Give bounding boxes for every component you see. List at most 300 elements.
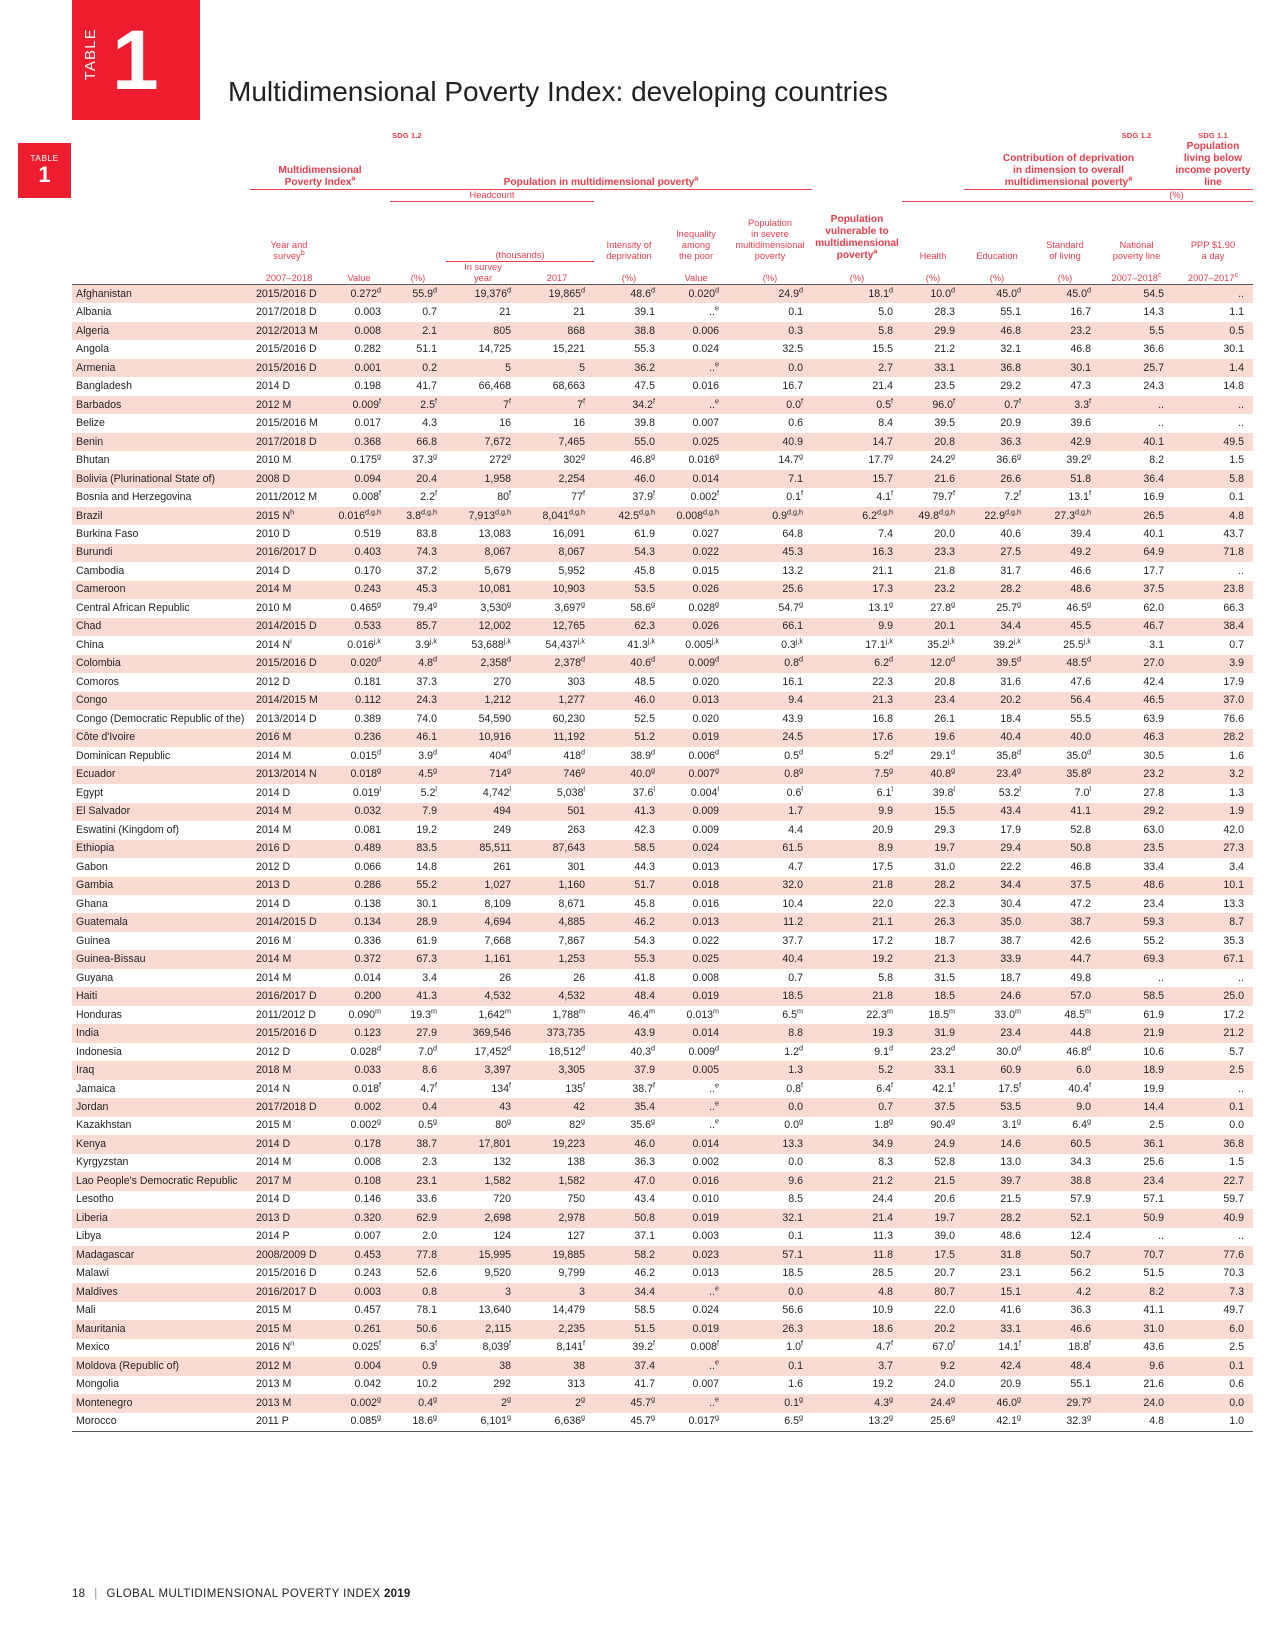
cell-year: 2016 $N^n$ bbox=[256, 1338, 295, 1354]
cell-sol: 6.4$^g$ bbox=[1072, 1116, 1091, 1132]
cell-nat: 25.7 bbox=[1100, 359, 1173, 377]
cell-severe: 0.0$^f$ bbox=[728, 396, 812, 414]
cell-health: 28.2 bbox=[902, 877, 964, 895]
cell-vuln: 17.1$^{j,k}$ bbox=[865, 636, 893, 651]
cell-ppp: 2.5 bbox=[1229, 1341, 1244, 1354]
cell-y2017: 301 bbox=[567, 860, 585, 873]
cell-year: 2015/2016 D bbox=[250, 359, 328, 377]
cell-year: 2014 P bbox=[256, 1230, 290, 1243]
cell-intensity: 58.6$^g$ bbox=[630, 599, 655, 614]
cell-value: 0.272$^d$ bbox=[328, 285, 390, 304]
cell-value: 0.519 bbox=[354, 527, 381, 540]
cell-ppp: 1.1 bbox=[1229, 306, 1244, 319]
cell-pct: 2.2$^f$ bbox=[420, 488, 437, 504]
cell-edu: 35.8$^d$ bbox=[996, 747, 1021, 762]
col-severe: Population in severe multidimensional poverty bbox=[735, 217, 805, 261]
cell-thou: 714$^g$ bbox=[446, 766, 520, 784]
cell-health: 18.5$^m$ bbox=[928, 1006, 955, 1021]
subhead-contribution-rule bbox=[902, 190, 1100, 202]
cell-y2017: 7,867 bbox=[558, 934, 585, 947]
unit-severe-pct: (%) bbox=[728, 262, 812, 285]
cell-sol: 55.1 bbox=[1070, 1378, 1091, 1391]
cell-pct: 24.3 bbox=[390, 692, 446, 710]
cell-year: 2012 D bbox=[256, 1045, 291, 1058]
cell-intensity: 50.8 bbox=[594, 1209, 664, 1227]
cell-nat: 46.7 bbox=[1100, 618, 1173, 636]
cell-sol: 7.0$^l$ bbox=[1074, 784, 1091, 799]
cell-ineq: 0.018 bbox=[664, 877, 728, 895]
cell-ineq: 0.003 bbox=[692, 1230, 719, 1243]
cell-y2017: 1,788$^m$ bbox=[552, 1006, 585, 1021]
cell-edu: 28.2 bbox=[964, 1209, 1030, 1227]
cell-sol: 42.6 bbox=[1070, 934, 1091, 947]
table-row bbox=[72, 285, 1253, 304]
cell-severe: 9.4 bbox=[728, 692, 812, 710]
cell-ppp: 0.7 bbox=[1229, 638, 1244, 651]
cell-severe: 7.1 bbox=[728, 470, 812, 488]
cell-ineq: 0.022 bbox=[664, 544, 728, 562]
cell-country: Eswatini (Kingdom of) bbox=[76, 823, 180, 836]
cell-edu: 40.4 bbox=[964, 729, 1030, 747]
cell-ppp: 1.4 bbox=[1173, 359, 1253, 377]
cell-ppp: 77.6 bbox=[1173, 1246, 1253, 1264]
cell-vuln: 6.1$^l$ bbox=[876, 784, 893, 799]
cell-vuln: 4.3$^g$ bbox=[812, 1394, 902, 1412]
cell-severe: 0.7 bbox=[788, 971, 803, 984]
cell-sol: 40.0 bbox=[1030, 729, 1100, 747]
cell-sol: 46.8$^d$ bbox=[1066, 1043, 1091, 1058]
cell-y2017: 12,765 bbox=[520, 618, 594, 636]
cell-pct: 2.5$^f$ bbox=[390, 396, 446, 414]
cell-severe: 54.7$^g$ bbox=[778, 599, 803, 614]
cell-thou: 7,668 bbox=[484, 934, 511, 947]
cell-nat: 23.2 bbox=[1100, 766, 1173, 784]
cell-nat: 36.1 bbox=[1100, 1135, 1173, 1153]
footer-title: GLOBAL MULTIDIMENSIONAL POVERTY INDEX bbox=[106, 1588, 381, 1600]
cell-severe: 1.7 bbox=[728, 803, 812, 821]
cell-sol: 52.1 bbox=[1030, 1209, 1100, 1227]
cell-edu: 27.5 bbox=[964, 544, 1030, 562]
sdg-tag-headcount: SDG 1.2 bbox=[392, 131, 422, 140]
cell-country: Bhutan bbox=[76, 454, 110, 467]
cell-sol: 38.7 bbox=[1030, 913, 1100, 931]
cell-severe: 25.6 bbox=[728, 581, 812, 599]
table-row bbox=[72, 507, 1253, 525]
cell-value: 0.008 bbox=[354, 1156, 381, 1169]
cell-health: 21.5 bbox=[902, 1172, 964, 1190]
cell-severe: 0.1$^g$ bbox=[728, 1394, 812, 1412]
cell-year: 2012 M bbox=[250, 396, 328, 414]
cell-intensity: 48.4 bbox=[594, 987, 664, 1005]
cell-intensity: 58.5 bbox=[594, 840, 664, 858]
cell-severe: 0.0 bbox=[728, 1098, 812, 1116]
cell-thou: 14,725 bbox=[478, 343, 511, 356]
cell-ineq: 0.027 bbox=[692, 527, 719, 540]
cell-country: Jamaica bbox=[76, 1082, 116, 1095]
cell-pct: 2.3 bbox=[422, 1156, 437, 1169]
cell-country: Côte d'Ivoire bbox=[72, 729, 250, 747]
cell-severe: 4.4 bbox=[788, 823, 803, 836]
table-row bbox=[72, 821, 1253, 839]
cell-intensity: 39.1 bbox=[634, 306, 655, 319]
cell-edu: 45.0$^d$ bbox=[964, 285, 1030, 304]
cell-pct: 10.2 bbox=[416, 1378, 437, 1391]
col-inequality: Inequality among the poor bbox=[676, 228, 716, 261]
cell-ineq: ..$^e$ bbox=[664, 1394, 728, 1412]
cell-pct: 7.0$^d$ bbox=[418, 1043, 437, 1058]
cell-severe: 18.5 bbox=[782, 1267, 803, 1280]
cell-pct: 85.7 bbox=[390, 618, 446, 636]
cell-sol: 50.8 bbox=[1030, 840, 1100, 858]
cell-vuln: 21.1 bbox=[812, 913, 902, 931]
cell-health: 29.1$^d$ bbox=[930, 747, 955, 762]
cell-y2017: 9,799 bbox=[558, 1267, 585, 1280]
cell-vuln: 17.7$^g$ bbox=[868, 451, 893, 467]
cell-year: 2016/2017 D bbox=[250, 544, 328, 562]
cell-nat: 24.0 bbox=[1100, 1394, 1173, 1412]
cell-y2017: 1,160 bbox=[520, 877, 594, 895]
cell-sol: 47.2 bbox=[1070, 897, 1091, 910]
cell-nat: 43.6 bbox=[1143, 1341, 1164, 1354]
cell-health: 49.8$^{d,g,h}$ bbox=[902, 507, 964, 525]
cell-edu: 23.1 bbox=[1000, 1267, 1021, 1280]
cell-vuln: 7.5$^g$ bbox=[812, 766, 902, 784]
cell-thou: 404$^d$ bbox=[489, 747, 511, 762]
cell-edu: 46.0$^g$ bbox=[964, 1394, 1030, 1412]
cell-pct: 6.3$^f$ bbox=[420, 1338, 437, 1354]
cell-nat: 17.7 bbox=[1143, 564, 1164, 577]
cell-intensity: 55.0 bbox=[594, 433, 664, 451]
cell-value: 0.123 bbox=[328, 1024, 390, 1042]
cell-thou: 8,039$^f$ bbox=[482, 1338, 511, 1354]
cell-health: 39.5 bbox=[934, 417, 955, 430]
cell-ineq: 0.013$^m$ bbox=[686, 1006, 719, 1021]
cell-ineq: 0.017$^g$ bbox=[664, 1413, 728, 1432]
table-row bbox=[72, 858, 1253, 876]
cell-ppp: 14.8 bbox=[1223, 380, 1244, 393]
col-vulnerable: Population vulnerable to multidimensional poverty$^a$ bbox=[815, 213, 899, 261]
cell-y2017: 2$^g$ bbox=[520, 1394, 594, 1412]
cell-thou: 21 bbox=[499, 306, 511, 319]
head-row-labels bbox=[72, 202, 1253, 262]
cell-year: 2013 M bbox=[256, 1378, 292, 1391]
cell-sol: 32.3$^g$ bbox=[1030, 1413, 1100, 1432]
cell-pct: 2.0 bbox=[422, 1230, 437, 1243]
table-row bbox=[72, 655, 1253, 673]
cell-thou: 1,642$^m$ bbox=[478, 1006, 511, 1021]
cell-thou: 54,590 bbox=[478, 712, 511, 725]
unit-education-pct: (%) bbox=[964, 262, 1030, 285]
cell-vuln: 17.6 bbox=[812, 729, 902, 747]
cell-country: Montenegro bbox=[72, 1394, 250, 1412]
cell-thou: 8,067 bbox=[446, 544, 520, 562]
cell-nat: 54.5 bbox=[1100, 285, 1173, 304]
table-head bbox=[72, 130, 1253, 285]
table-row bbox=[72, 599, 1253, 617]
cell-year: 2010 D bbox=[256, 527, 291, 540]
cell-year: 2014/2015 D bbox=[250, 913, 328, 931]
cell-vuln: 5.2$^d$ bbox=[874, 747, 893, 762]
cell-sol: 47.3 bbox=[1070, 380, 1091, 393]
cell-intensity: 36.2 bbox=[594, 359, 664, 377]
cell-thou: 2,698 bbox=[446, 1209, 520, 1227]
cell-thou: 2,115 bbox=[446, 1320, 520, 1338]
cell-intensity: 34.2$^f$ bbox=[594, 396, 664, 414]
cell-severe: 16.7 bbox=[782, 380, 803, 393]
cell-vuln: 21.1 bbox=[872, 564, 893, 577]
table-row bbox=[72, 1376, 1253, 1394]
cell-ppp: .. bbox=[1238, 417, 1244, 430]
unit-ppp-range: 2007–2017$^c$ bbox=[1173, 262, 1253, 285]
cell-ppp: .. bbox=[1238, 1082, 1244, 1095]
cell-ineq: ..$^e$ bbox=[709, 1079, 719, 1095]
cell-vuln: 15.5 bbox=[872, 343, 893, 356]
cell-thou: 1,958 bbox=[446, 470, 520, 488]
table-row bbox=[72, 544, 1253, 562]
cell-y2017: 19,865$^d$ bbox=[520, 285, 594, 304]
cell-edu: 53.5 bbox=[964, 1098, 1030, 1116]
cell-nat: 27.8 bbox=[1143, 786, 1164, 799]
cell-year: 2014 M bbox=[256, 1156, 292, 1169]
cell-pct: 61.9 bbox=[416, 934, 437, 947]
cell-value: 0.175$^g$ bbox=[350, 451, 381, 467]
cell-country: Albania bbox=[76, 306, 112, 319]
table-row bbox=[72, 1228, 1253, 1246]
cell-y2017: 1,253 bbox=[520, 950, 594, 968]
cell-edu: 36.3 bbox=[964, 433, 1030, 451]
cell-thou: 3,397 bbox=[446, 1061, 520, 1079]
badge-number: 1 bbox=[112, 13, 159, 107]
cell-sol: 51.8 bbox=[1030, 470, 1100, 488]
cell-health: 29.3 bbox=[934, 823, 955, 836]
cell-nat: 31.0 bbox=[1100, 1320, 1173, 1338]
cell-thou: 805 bbox=[446, 322, 520, 340]
cell-y2017: 135$^f$ bbox=[565, 1079, 585, 1095]
table-row bbox=[72, 525, 1253, 543]
table-row bbox=[72, 747, 1253, 765]
cell-year: 2010 M bbox=[256, 454, 292, 467]
cell-nat: 57.1 bbox=[1143, 1193, 1164, 1206]
sdg-tag-ppp: SDG 1.1 bbox=[1198, 131, 1228, 140]
sdg-tag-national: SDG 1.2 bbox=[1121, 131, 1152, 140]
cell-edu: 20.9 bbox=[1000, 1378, 1021, 1391]
cell-country: Brazil bbox=[72, 507, 250, 525]
cell-health: 79.7$^f$ bbox=[932, 488, 955, 504]
cell-intensity: 45.7$^g$ bbox=[594, 1394, 664, 1412]
cell-value: 0.015$^d$ bbox=[350, 747, 381, 762]
cell-vuln: 4.8 bbox=[812, 1283, 902, 1301]
cell-nat: 14.3 bbox=[1143, 306, 1164, 319]
cell-vuln: 7.4 bbox=[878, 527, 893, 540]
cell-vuln: 16.8 bbox=[872, 712, 893, 725]
cell-vuln: 0.5$^f$ bbox=[812, 396, 902, 414]
table-row bbox=[72, 1172, 1253, 1190]
cell-country: Lesotho bbox=[76, 1193, 114, 1206]
cell-sol: 48.4 bbox=[1030, 1357, 1100, 1375]
cell-edu: 29.4 bbox=[964, 840, 1030, 858]
cell-health: 25.6$^g$ bbox=[902, 1413, 964, 1432]
cell-ppp: 22.7 bbox=[1173, 1172, 1253, 1190]
cell-pct: 14.8 bbox=[416, 860, 437, 873]
table-row bbox=[72, 1080, 1253, 1098]
cell-year: 2015 M bbox=[250, 1320, 328, 1338]
head-row-groups bbox=[72, 141, 1253, 190]
cell-value: 0.042 bbox=[354, 1378, 381, 1391]
cell-edu: 21.5 bbox=[1000, 1193, 1021, 1206]
cell-pct: 37.3 bbox=[416, 675, 437, 688]
cell-intensity: 37.9 bbox=[594, 1061, 664, 1079]
cell-year: 2017/2018 D bbox=[256, 306, 317, 319]
cell-vuln: 5.0 bbox=[878, 306, 893, 319]
cell-pct: 3.4 bbox=[422, 971, 437, 984]
cell-value: 0.112 bbox=[328, 692, 390, 710]
cell-thou: 2,358$^d$ bbox=[446, 655, 520, 673]
cell-value: 0.019$^l$ bbox=[352, 784, 381, 799]
cell-thou: 3,530$^g$ bbox=[480, 599, 511, 614]
cell-pct: 51.1 bbox=[416, 343, 437, 356]
col-national-poverty-line: National poverty line bbox=[1112, 239, 1161, 261]
cell-sol: 46.8 bbox=[1070, 343, 1091, 356]
cell-intensity: 46.8$^g$ bbox=[630, 451, 655, 467]
cell-edu: 34.4 bbox=[964, 877, 1030, 895]
cell-health: 15.5 bbox=[902, 803, 964, 821]
mpi-table-sheet bbox=[72, 130, 1251, 1432]
cell-intensity: 40.6$^d$ bbox=[594, 655, 664, 673]
cell-ineq: 0.009$^d$ bbox=[688, 1043, 719, 1058]
cell-y2017: 373,735 bbox=[520, 1024, 594, 1042]
cell-thou: 9,520 bbox=[484, 1267, 511, 1280]
cell-ineq: 0.014 bbox=[664, 470, 728, 488]
cell-nat: 21.6 bbox=[1143, 1378, 1164, 1391]
cell-pct: 0.7 bbox=[422, 306, 437, 319]
cell-pct: 30.1 bbox=[416, 897, 437, 910]
cell-health: 24.4$^g$ bbox=[902, 1394, 964, 1412]
cell-ppp: 28.2 bbox=[1173, 729, 1253, 747]
cell-y2017: 501 bbox=[520, 803, 594, 821]
cell-year: 2014 M bbox=[250, 950, 328, 968]
cell-ppp: 10.1 bbox=[1173, 877, 1253, 895]
cell-country: Mauritania bbox=[72, 1320, 250, 1338]
cell-sol: 48.6 bbox=[1030, 581, 1100, 599]
cell-country: Bolivia (Plurinational State of) bbox=[72, 470, 250, 488]
cell-severe: 1.3 bbox=[728, 1061, 812, 1079]
cell-health: 19.7 bbox=[902, 840, 964, 858]
cell-vuln: 18.6 bbox=[812, 1320, 902, 1338]
cell-y2017: 746$^g$ bbox=[520, 766, 594, 784]
cell-country: Angola bbox=[76, 343, 109, 356]
cell-thou: 270 bbox=[493, 675, 511, 688]
cell-health: 23.2 bbox=[902, 581, 964, 599]
cell-health: 27.8$^g$ bbox=[930, 599, 955, 614]
cell-ppp: 13.3 bbox=[1223, 897, 1244, 910]
cell-ppp: 1.5 bbox=[1229, 454, 1244, 467]
cell-edu: 53.2$^l$ bbox=[998, 784, 1021, 799]
cell-sol: 37.5 bbox=[1030, 877, 1100, 895]
cell-value: 0.008 bbox=[328, 322, 390, 340]
cell-vuln: 8.9 bbox=[812, 840, 902, 858]
cell-health: 22.3 bbox=[934, 897, 955, 910]
cell-vuln: 5.2 bbox=[812, 1061, 902, 1079]
cell-value: 0.181 bbox=[354, 675, 381, 688]
cell-pct: 0.5$^g$ bbox=[418, 1116, 437, 1132]
col-year-and-survey: Year and survey$^b$ bbox=[270, 239, 308, 261]
unit-value: Value bbox=[328, 262, 390, 285]
table-row bbox=[72, 913, 1253, 931]
cell-country: Bosnia and Herzegovina bbox=[76, 491, 192, 504]
table-row bbox=[72, 784, 1253, 802]
cell-nat: 10.6 bbox=[1143, 1045, 1164, 1058]
unit-headcount-pct: (%) bbox=[390, 262, 446, 285]
cell-pct: 0.4 bbox=[390, 1098, 446, 1116]
cell-country: India bbox=[72, 1024, 250, 1042]
table-row bbox=[72, 303, 1253, 321]
cell-edu: 60.9 bbox=[964, 1061, 1030, 1079]
table-row bbox=[72, 692, 1253, 710]
cell-country: Congo (Democratic Republic of the) bbox=[76, 712, 245, 725]
cell-edu: 15.1 bbox=[964, 1283, 1030, 1301]
cell-pct: 52.6 bbox=[416, 1267, 437, 1280]
cell-health: 26.3 bbox=[902, 913, 964, 931]
cell-ppp: 17.2 bbox=[1223, 1008, 1244, 1021]
cell-pct: 74.0 bbox=[416, 712, 437, 725]
table-row bbox=[72, 1024, 1253, 1042]
cell-ppp: 76.6 bbox=[1223, 712, 1244, 725]
table-number-badge bbox=[72, 0, 200, 120]
cell-vuln: 6.4$^f$ bbox=[876, 1079, 893, 1095]
cell-nat: 70.7 bbox=[1100, 1246, 1173, 1264]
table-row bbox=[72, 987, 1253, 1005]
cell-intensity: 41.7 bbox=[634, 1378, 655, 1391]
cell-edu: 34.4 bbox=[964, 618, 1030, 636]
cell-thou: 10,916 bbox=[446, 729, 520, 747]
cell-ineq: 0.002 bbox=[692, 1156, 719, 1169]
cell-y2017: 2,378$^d$ bbox=[520, 655, 594, 673]
cell-edu: 7.2$^f$ bbox=[1004, 488, 1021, 504]
cell-country: Egypt bbox=[76, 786, 104, 799]
cell-pct: 20.4 bbox=[390, 470, 446, 488]
cell-ppp: 7.3 bbox=[1173, 1283, 1253, 1301]
cell-nat: .. bbox=[1158, 971, 1164, 984]
cell-ppp: 25.0 bbox=[1173, 987, 1253, 1005]
cell-sol: 49.2 bbox=[1030, 544, 1100, 562]
cell-country: Gambia bbox=[72, 877, 250, 895]
cell-year: 2018 M bbox=[250, 1061, 328, 1079]
cell-ineq: 0.009 bbox=[664, 803, 728, 821]
cell-value: 0.236 bbox=[328, 729, 390, 747]
cell-ineq: 0.009 bbox=[692, 823, 719, 836]
cell-pct: 37.3$^g$ bbox=[412, 451, 437, 467]
cell-country: Armenia bbox=[72, 359, 250, 377]
cell-year: 2014 M bbox=[250, 803, 328, 821]
cell-y2017: 3,305 bbox=[520, 1061, 594, 1079]
cell-value: 0.032 bbox=[328, 803, 390, 821]
cell-severe: 0.1$^f$ bbox=[786, 488, 803, 504]
cell-ppp: .. bbox=[1173, 285, 1253, 304]
cell-thou: 16 bbox=[499, 417, 511, 430]
cell-y2017: 7$^f$ bbox=[520, 396, 594, 414]
cell-severe: 6.5$^g$ bbox=[728, 1413, 812, 1432]
cell-ppp: 8.7 bbox=[1173, 913, 1253, 931]
cell-health: 19.7 bbox=[902, 1209, 964, 1227]
cell-country: Kazakhstan bbox=[76, 1119, 132, 1132]
cell-value: 0.004 bbox=[328, 1357, 390, 1375]
cell-sol: 41.1 bbox=[1030, 803, 1100, 821]
cell-year: 2016/2017 D bbox=[250, 987, 328, 1005]
cell-thou: 7,672 bbox=[446, 433, 520, 451]
cell-pct: 28.9 bbox=[390, 913, 446, 931]
cell-year: 2014 $N^i$ bbox=[256, 636, 292, 651]
cell-country: China bbox=[76, 638, 104, 651]
